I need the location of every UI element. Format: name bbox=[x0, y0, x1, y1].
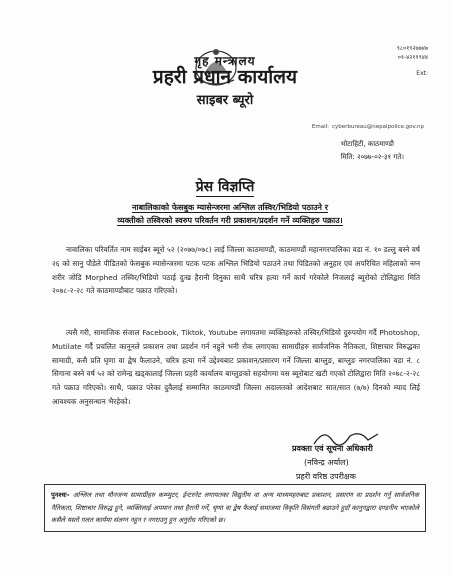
signatory-title: प्रवक्ता एवं सूचना अधिकारी bbox=[292, 444, 373, 453]
email-address: cyberbureau@nepalpolice.gov.np bbox=[331, 124, 424, 130]
office-name: प्रहरी प्रधान कार्यालय bbox=[152, 66, 298, 88]
signatory-rank: प्रहरी वरिष्ठ उपरीक्षक bbox=[296, 472, 356, 481]
email-line bbox=[312, 124, 424, 130]
phone-number: ९८०१९२७७४७ bbox=[396, 45, 428, 52]
phone-number: ०१-४२११९४४ bbox=[397, 54, 428, 61]
body-paragraph: नावालिका परिवर्तित नाम साईबर ब्यूरो ५२ (२०७७/०७८) लाई जिल्ला काठमाण्डौं, काठमाण्डौं महानगरपालिका वडा नं. १० डल्लु बस्ने वर्ष २६ को सानु पौडेले पीडितको फेसबुक म्यासेन्जरमा पटक पटक अश्लिल भिडियो पठाउने तथा पिडितको अनुहार एवं अपरिचित महिलाको नग्न शरीर जोडि Morphed तस्विर/भिडियो पठाई दुःख हैरानी दिनुका साथै चरित्र हत्या गर्ने कार्य गरेकोले निजलाई ब्यूरोको टोलिद्वारा मिति २०७८-२-२८ गते काठमाण्डौबाट पक्राउ गरिएको। bbox=[52, 245, 420, 296]
document-title bbox=[0, 176, 450, 196]
postscript-text: अश्लिल तथा यौनजन्य सामाग्रीहरु कम्प्युटर, ईन्टरनेट लगायतका विद्युतीय वा अन्य माध्यमहरुबाट प्रकाशन, प्रसारण वा प्रदर्शन गर्नु सार्वजनिक नैतिकता, शिष्टाचार विरुद्ध हुने, व्यक्तिलाई अपमान तथा हैरानी गर्ने, घृणा वा द्वेष फैलाई समाजमा विकृति विसंगती बढाउने हुदाँ कानुनद्वारा दण्डनीय भएकोले कसैले यस्तो गलत कार्यमा संलग्न नहुन र नगराउनु हुन अनुरोध गरिएको छ। bbox=[51, 491, 419, 524]
subject-line: नाबालिकाको फेसबुक म्यासेन्जरमा अश्लिल तस्विर/भिडियो पठाउने र bbox=[131, 203, 329, 212]
body-paragraph: त्यसै गरी, सामाजिक संजाल Facebook, Tiktok, Youtube लगायतमा व्यक्तिहरुको तस्विर/भिडियो दुरुपयोग गर्दै Photoshop, Mutilate गर्दै प्रचलित कानूनले प्रकाशन तथा प्रदर्शन गर्न नहुने भनी रोक लगाएका सामाग्रीहरु सार्वजनिक नैतिकता, शिष्टाचार विरुद्धका सामाग्री, कसै प्रति घृणा वा द्वेष फैलाउने, चरित्र हत्या गर्ने उद्देश्यबाट प्रकाशन/प्रसारण गर्ने जिल्ला बाग्लुङ, बाग्लुङ नगरपालिका वडा नं. ८ सिगाना बस्ने वर्ष ५२ को रामेन्द्र खड्कालाई जिल्ला प्रहरी कार्यालय बाग्लुङको सहयोगमा यस ब्यूरोबाट खटी गएको टोलिद्वारा मिति २०७८-२-२८ गते पक्राउ गरिएको। साथै, पक्राउ परेका दुवैलाई सम्मानित काठमाण्डौं जिल्ला अदालतको आदेशबाट सात/सात (७/७) दिनको म्याद लिई आवश्यक अनुसन्धान भैरहेको। bbox=[52, 328, 420, 406]
signature-block bbox=[292, 442, 422, 484]
phone-numbers bbox=[397, 44, 428, 62]
postscript-box bbox=[44, 484, 426, 532]
title-text: प्रेस विज्ञप्ति bbox=[195, 179, 255, 195]
subject-line: व्यक्तीको तस्विरको स्वरुप परिवर्तन गरी प्रकाशन/प्रदर्शन गर्ने व्यक्तिहरु पक्राउ। bbox=[117, 216, 343, 225]
sub-office-name: साइबर ब्यूरो bbox=[196, 93, 254, 108]
ministry-name: गृह मन्त्रालय bbox=[194, 54, 256, 68]
subject-heading bbox=[70, 201, 390, 227]
office-location: भोटाहिटी, काठमाण्डौ bbox=[340, 140, 394, 148]
signatory-name: (नविन्द्र अर्याल) bbox=[304, 458, 349, 467]
postscript-label: पुनश्चः- bbox=[51, 491, 70, 499]
email-label: Email: bbox=[311, 124, 329, 130]
fax-label: Ext: bbox=[416, 70, 428, 77]
issue-date: मिति: २०७७-०२-३१ गते। bbox=[340, 153, 404, 161]
